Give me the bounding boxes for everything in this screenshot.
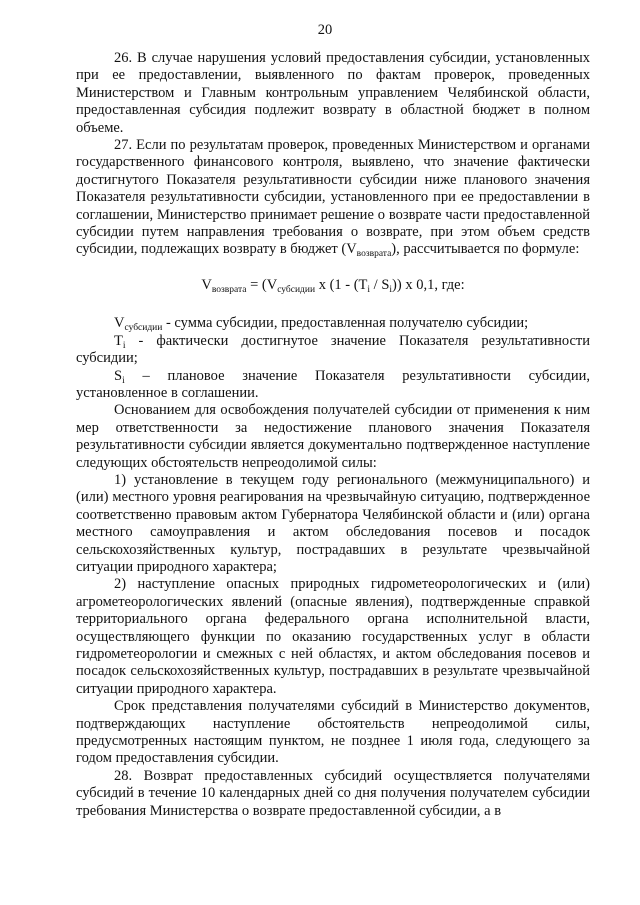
definition-v-subsidy [76, 315, 590, 332]
paragraph-ground-1: 1) установление в текущем году регионального (межмуниципального) и (или) местного уровня реагирования на чрезвычайную ситуацию, подтвержденное соответственно правовым актом Губернатора Челябинской области и (или) органа местного самоуправления и актом обследования посевов и посадок сельскохозяйственных культур, пострадавших в результате чрезвычайной ситуации природного характера; [76, 471, 590, 575]
refund-formula [76, 277, 590, 294]
formula-v-subscript: возврата [211, 284, 247, 295]
formula-tail: )) x 0,1, где: [392, 276, 465, 293]
page-number: 20 [317, 22, 333, 38]
definition-v-text: - сумма субсидии, предоставленная получателю субсидии; [162, 315, 529, 332]
definition-v-symbol: V [114, 315, 125, 332]
definition-t [76, 333, 590, 368]
formula-slash: / S [370, 276, 390, 293]
paragraph-27-text: 27. Если по результатам проверок, проведенных Министерством и органами государственного финансового контроля, выявлено, что значение фактически достигнутого Показателя результативности субсидии ниже планового значения Показателя результативности субсидии, установленного при ее предоставлении в соглашении, Министерство принимает решение о возврате части предоставленной субсидии путем направления требования о возврате, при этом объем средств субсидии, подлежащих возврату в бюджет (V [76, 137, 590, 258]
definition-s-symbol: S [114, 367, 123, 384]
definition-s-subscript: i [122, 375, 125, 386]
formula-mid: x (1 - (T [315, 276, 368, 293]
formula-eq: = (V [246, 276, 278, 293]
definition-t-symbol: T [114, 332, 123, 349]
paragraph-27 [76, 137, 590, 259]
paragraph-27-subscript: возврата [356, 249, 392, 260]
paragraph-ground-2: 2) наступление опасных природных гидрометеорологических и (или) агрометеорологических явлений (опасные явления), подтвержденные справкой территориального органа федерального органа исполнительной власти, осуществляющего функции по оказанию государственных услуг в области гидрометеорологии и смежных с ней областях, и актом обследования посевов и посадок сельскохозяйственных культур, пострадавших в результате чрезвычайной ситуации природного характера. [76, 576, 590, 697]
definition-s [76, 368, 590, 403]
formula-t-subscript: i [367, 284, 371, 295]
paragraph-28: 28. Возврат предоставленных субсидий осуществляется получателями субсидий в течение 10 календарных дней со дня получения получателем субсидии требования Министерства о возврате предоставленной субсидии, а в [76, 767, 590, 819]
formula-v: V [201, 276, 212, 293]
definition-v-subscript: субсидии [124, 323, 163, 334]
paragraph-grounds: Основанием для освобождения получателей субсидии от применения к ним мер ответственности за недостижение планового значения Показателя результативности субсидии является документально подтвержденное наступление следующих обстоятельств непреодолимой силы: [76, 402, 590, 471]
definition-t-subscript: i [122, 340, 126, 351]
formula-s-subscript: i [389, 284, 393, 295]
paragraph-26: 26. В случае нарушения условий предоставления субсидии, установленных при ее предоставлении, выявленного по фактам проверок, проведенных Министерством и Главным контрольным управлением Челябинской области, предоставленная субсидия подлежит возврату в областной бюджет в полном объеме. [76, 50, 590, 136]
formula-vs-subscript: субсидии [277, 284, 316, 295]
definition-s-text: – плановое значение Показателя результативности субсидии, установленное в соглашении. [76, 367, 590, 401]
definition-t-text: - фактически достигнутое значение Показателя результативности субсидии; [76, 332, 590, 367]
paragraph-27-tail: ), рассчитывается по формуле: [391, 241, 580, 258]
paragraph-deadline: Срок представления получателями субсидий в Министерство документов, подтверждающих наступление обстоятельств непреодолимой силы, предусмотренных настоящим пунктом, не позднее 1 июля года, следующего за годом предоставления субсидии. [76, 698, 590, 767]
